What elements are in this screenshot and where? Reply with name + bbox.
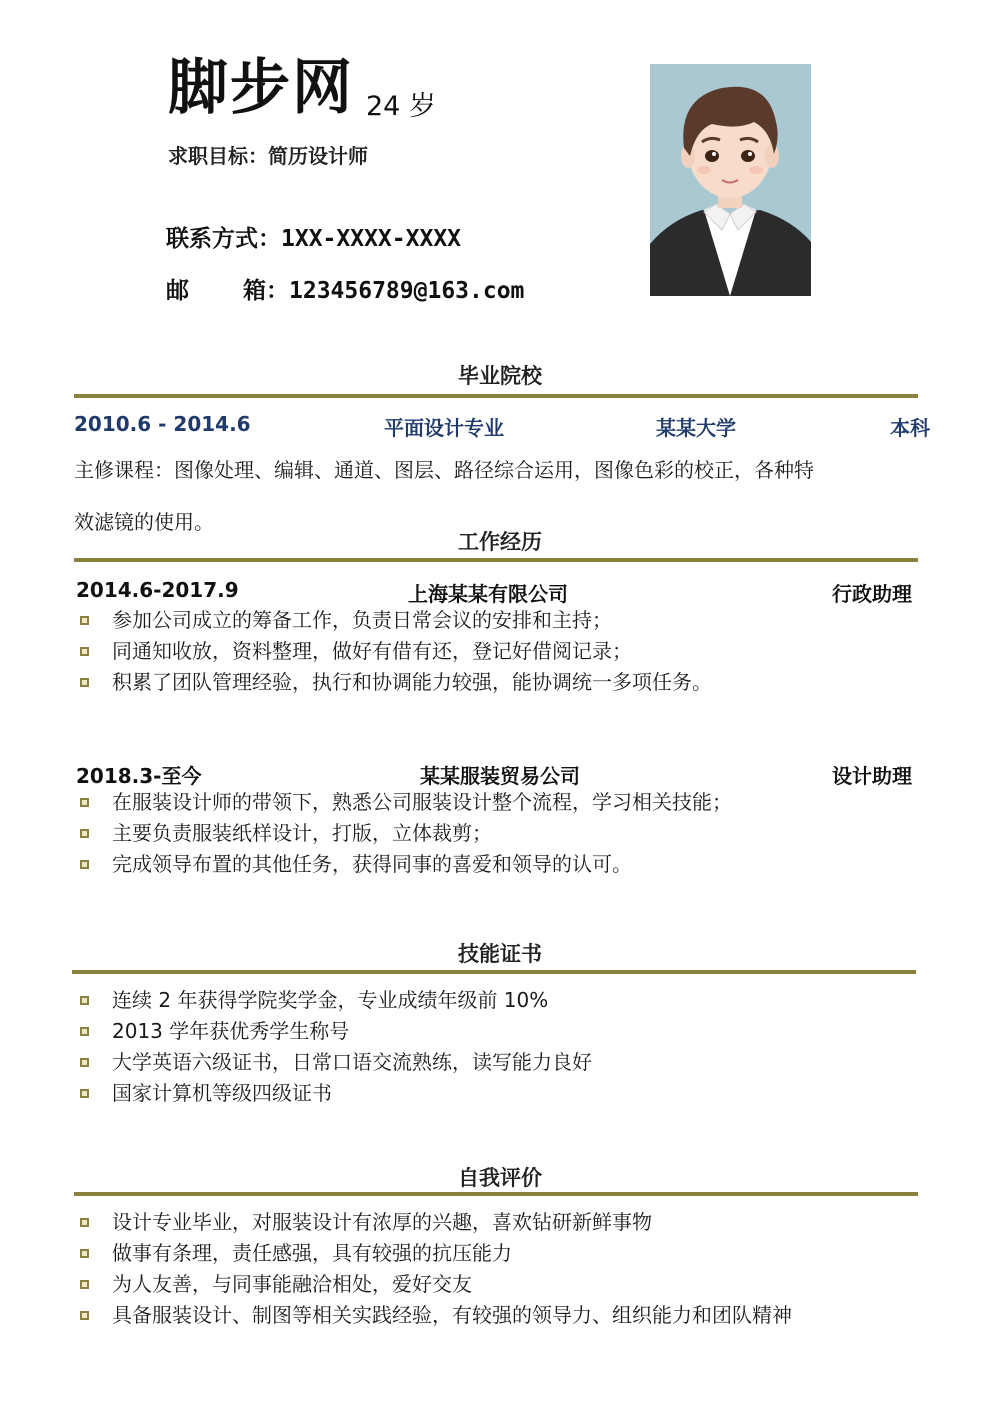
bullet-icon — [80, 1311, 89, 1320]
list-item: 为人友善，与同事能融洽相处，爱好交友 — [76, 1269, 792, 1300]
education-school: 某某大学 — [656, 416, 736, 440]
list-item: 完成领导布置的其他任务，获得同事的喜爱和领导的认可。 — [76, 849, 732, 880]
skills-divider — [72, 970, 916, 974]
job-2-company: 某某服装贸易公司 — [420, 764, 580, 788]
profile-photo — [650, 64, 811, 296]
self-eval-section-title: 自我评价 — [458, 1166, 542, 1190]
contact-label: 联系方式： — [166, 226, 281, 252]
skills-section-title: 技能证书 — [458, 942, 542, 966]
phone-value: 1XX-XXXX-XXXX — [281, 226, 462, 252]
education-section-title: 毕业院校 — [458, 364, 542, 388]
bullet-icon — [80, 1280, 89, 1289]
courses-line-1: 主修课程：图像处理、编辑、通道、图层、路径综合运用，图像色彩的校正，各种特 — [74, 458, 814, 482]
candidate-name: 脚步网 — [168, 53, 354, 123]
list-item: 连续 2 年获得学院奖学金，专业成绩年级前 10% — [76, 985, 592, 1016]
list-item: 主要负责服装纸样设计，打版，立体裁剪； — [76, 818, 732, 849]
bullet-icon — [80, 678, 89, 687]
bullet-icon — [80, 1249, 89, 1258]
education-divider — [74, 394, 918, 398]
job-2-role: 设计助理 — [832, 764, 912, 788]
job-1-period: 2014.6-2017.9 — [76, 578, 239, 602]
list-item: 在服装设计师的带领下，熟悉公司服装设计整个流程，学习相关技能； — [76, 787, 732, 818]
list-item: 做事有条理，责任感强，具有较强的抗压能力 — [76, 1238, 792, 1269]
bullet-icon — [80, 1218, 89, 1227]
skills-list — [76, 985, 592, 1109]
bullet-icon — [80, 860, 89, 869]
work-section-title: 工作经历 — [458, 530, 542, 554]
bullet-icon — [80, 1058, 89, 1067]
education-degree: 本科 — [890, 416, 930, 440]
bullet-icon — [80, 616, 89, 625]
bullet-icon — [80, 1027, 89, 1036]
courses-line-2: 效滤镜的使用。 — [74, 510, 214, 534]
list-item: 同通知收放，资料整理，做好有借有还，登记好借阅记录； — [76, 636, 712, 667]
email-label-first: 邮 — [166, 278, 189, 304]
self-eval-list — [76, 1207, 792, 1331]
contact-phone — [166, 220, 461, 253]
email-label-second: 箱： — [243, 278, 289, 304]
list-item: 国家计算机等级四级证书 — [76, 1078, 592, 1109]
work-divider — [74, 558, 918, 562]
candidate-age: 24 岁 — [366, 91, 436, 122]
list-item: 积累了团队管理经验，执行和协调能力较强，能协调统一多项任务。 — [76, 667, 712, 698]
job-target-value: 简历设计师 — [268, 144, 368, 168]
list-item: 设计专业毕业，对服装设计有浓厚的兴趣，喜欢钻研新鲜事物 — [76, 1207, 792, 1238]
job-1-duties — [76, 605, 712, 698]
education-period: 2010.6 - 2014.6 — [74, 412, 251, 436]
email-value: 123456789@163.com — [289, 278, 525, 304]
bullet-icon — [80, 647, 89, 656]
job-1-company: 上海某某有限公司 — [408, 582, 568, 606]
bullet-icon — [80, 996, 89, 1005]
bullet-icon — [80, 829, 89, 838]
contact-email — [166, 272, 524, 305]
job-2-duties — [76, 787, 732, 880]
list-item: 参加公司成立的筹备工作，负责日常会议的安排和主持； — [76, 605, 712, 636]
education-major: 平面设计专业 — [384, 416, 504, 440]
list-item: 大学英语六级证书，日常口语交流熟练，读写能力良好 — [76, 1047, 592, 1078]
bullet-icon — [80, 1089, 89, 1098]
job-target — [168, 140, 368, 169]
avatar-illustration — [650, 64, 811, 296]
job-target-label: 求职目标： — [168, 144, 268, 168]
self-eval-divider — [74, 1192, 918, 1196]
job-2-period: 2018.3-至今 — [76, 764, 202, 788]
list-item: 2013 学年获优秀学生称号 — [76, 1016, 592, 1047]
job-1-role: 行政助理 — [832, 582, 912, 606]
bullet-icon — [80, 798, 89, 807]
list-item: 具备服装设计、制图等相关实践经验，有较强的领导力、组织能力和团队精神 — [76, 1300, 792, 1331]
